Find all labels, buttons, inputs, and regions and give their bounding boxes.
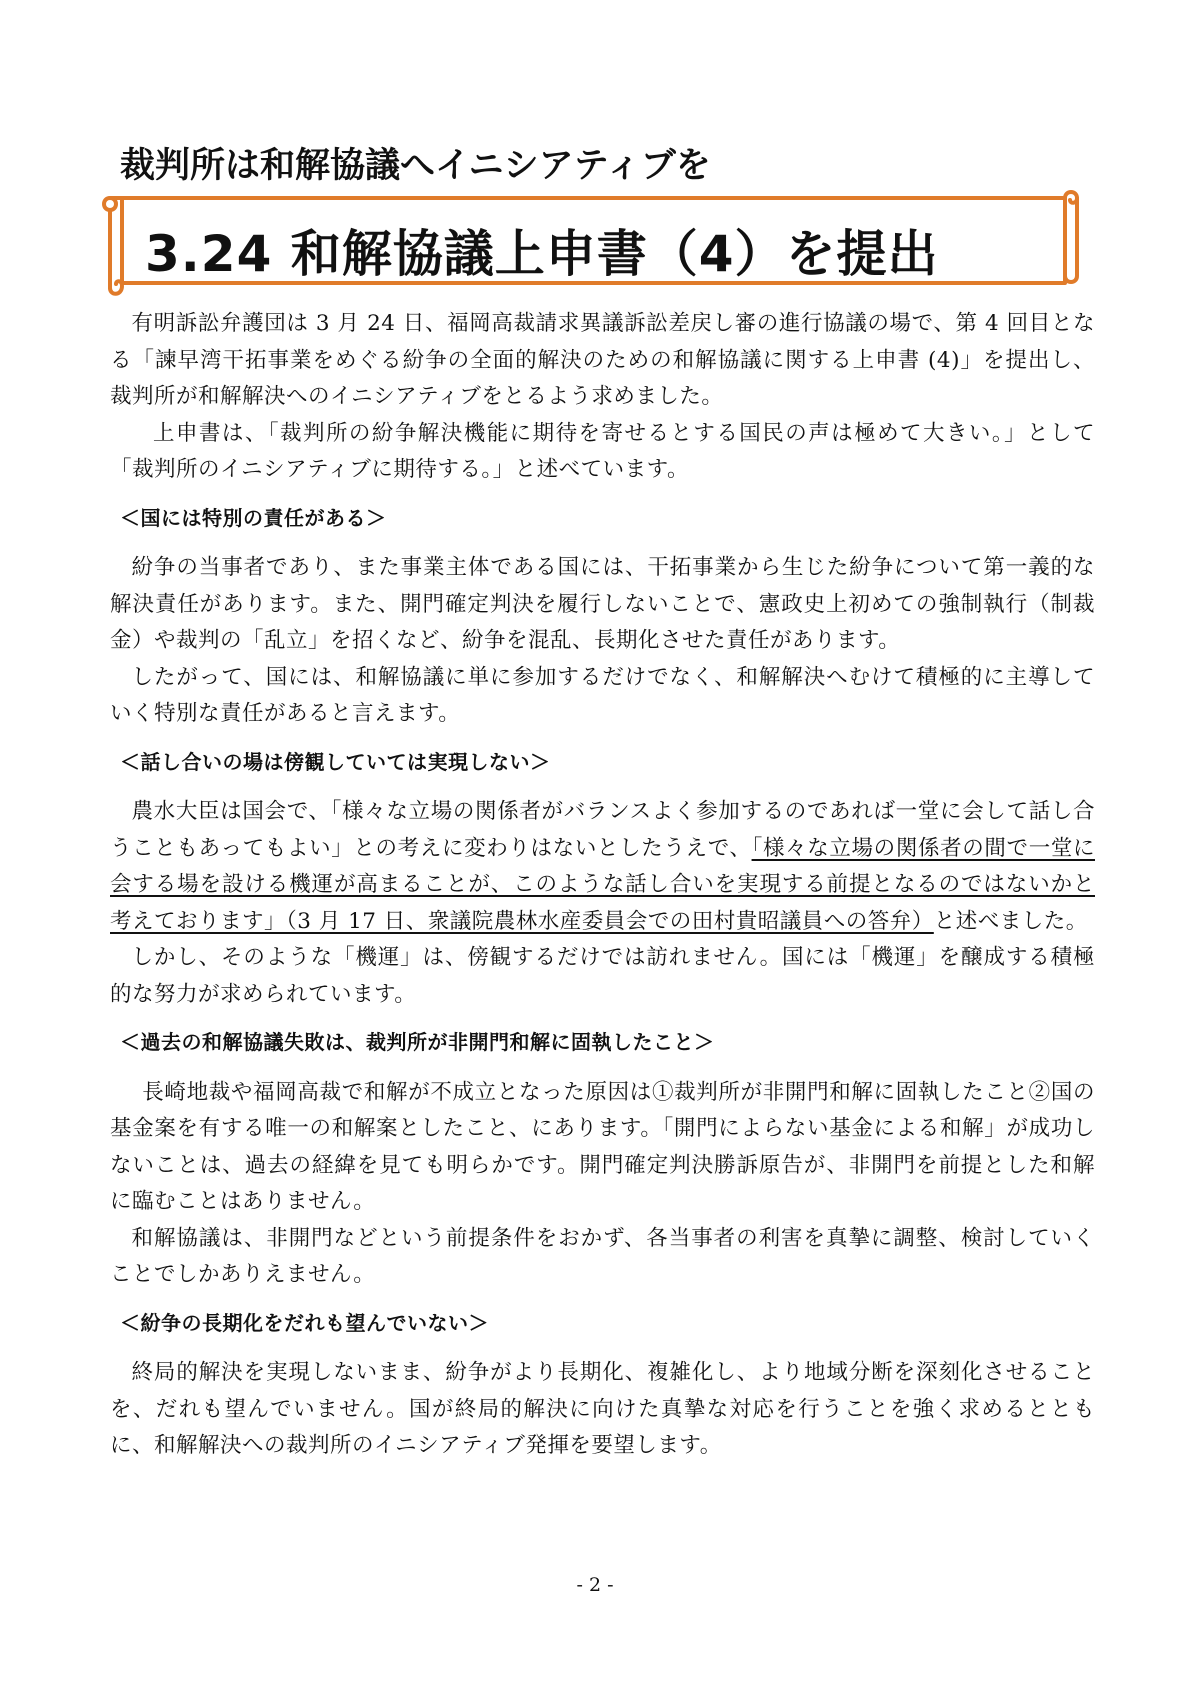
intro-paragraph-2: 上申書は、「裁判所の紛争解決機能に期待を寄せるとする国民の声は極めて大きい。」として「裁判所のイニシアティブに期待する。」と述べています。 <box>110 420 1095 482</box>
section-1-paragraph-2: したがって、国には、和解協議に単に参加するだけでなく、和解解決へむけて積極的に主導していく特別な責任があると言えます。 <box>110 664 1095 726</box>
section-3-paragraph-1: 長崎地裁や福岡高裁で和解が不成立となった原因は①裁判所が非開門和解に固執したこと②国の基金案を有する唯一の和解案としたこと、にあります。「開門によらない基金による和解」が成功しないことは、過去の経緯を見ても明らかです。開門確定判決勝訴原告が、非開門を前提とした和解に臨むことはありません。 <box>110 1079 1095 1214</box>
section-2-paragraph-1 <box>110 794 1095 940</box>
section-2-text-before: 農水大臣は国会で、「様々な立場の関係者がバランスよく参加するのであれば一堂に会して話し合うこともあってもよい」との考えに変わりはないとしたうえで、 <box>110 799 1095 861</box>
section-2-underlined-quote: 「様々な立場の関係者の間で一堂に会する場を設ける機運が高まることが、このような話し合いを実現する前提となるのではないかと考えております」（3 月 17 日、衆議院農林水産委員会での田村貴昭議員への答弁） <box>110 835 1095 934</box>
section-2-text-after: と述べました。 <box>933 908 1088 934</box>
main-title: 3.24 和解協議上申書（4）を提出 <box>145 225 939 283</box>
section-heading-4: ＜紛争の長期化をだれも望んでいない＞ <box>120 1310 489 1335</box>
section-heading-2: ＜話し合いの場は傍観していては実現しない＞ <box>120 749 551 774</box>
section-2-paragraph-2: しかし、そのような「機運」は、傍観するだけでは訪れません。国には「機運」を醸成する積極的な努力が求められています。 <box>110 945 1095 1007</box>
section-4-paragraph-1: 終局的解決を実現しないまま、紛争がより長期化、複雑化し、より地域分断を深刻化させることを、だれも望んでいません。国が終局的解決に向けた真摯な対応を行うことを強く求めるとともに、和解解決への裁判所のイニシアティブ発揮を要望します。 <box>110 1360 1095 1458</box>
section-heading-1: ＜国には特別の責任がある＞ <box>120 505 387 530</box>
section-3-paragraph-2: 和解協議は、非開門などという前提条件をおかず、各当事者の利害を真摯に調整、検討していくことでしかありえません。 <box>110 1225 1095 1287</box>
section-1-paragraph-1: 紛争の当事者であり、また事業主体である国には、干拓事業から生じた紛争について第一義的な解決責任があります。また、開門確定判決を履行しないことで、憲政史上初めての強制執行（制裁金）や裁判の「乱立」を招くなど、紛争を混乱、長期化させた責任があります。 <box>110 555 1095 653</box>
section-heading-3: ＜過去の和解協議失敗は、裁判所が非開門和解に固執したこと＞ <box>120 1030 715 1054</box>
page-number: - 2 - <box>576 1574 614 1596</box>
intro-paragraph-1: 有明訴訟弁護団は 3 月 24 日、福岡高裁請求異議訴訟差戻し審の進行協議の場で、第 4 回目となる「諫早湾干拓事業をめぐる紛争の全面的解決のための和解協議に関する上申書 (4)」を提出し、裁判所が和解解決へのイニシアティブをとるよう求めました。 <box>110 311 1095 409</box>
article-body <box>110 306 1095 1465</box>
subtitle: 裁判所は和解協議へイニシアティブを <box>120 146 711 186</box>
